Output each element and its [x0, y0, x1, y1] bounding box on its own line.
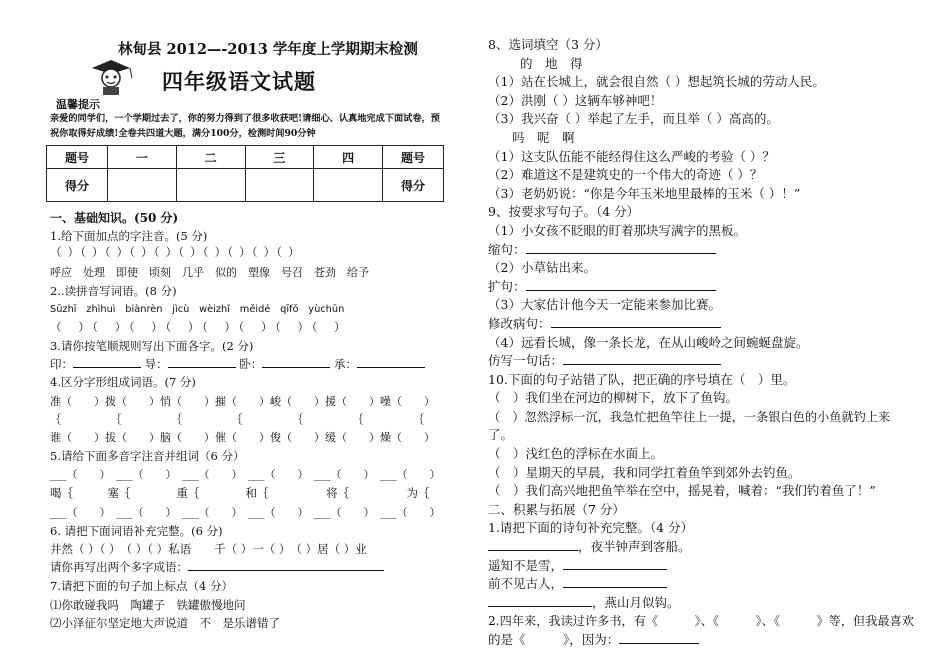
poem-text-1: ，夜半钟声到客船。: [578, 539, 691, 555]
score-cell[interactable]: [245, 169, 314, 202]
question-1: 1.给下面加点的字注音。(5 分): [50, 229, 208, 243]
q8-word-choices-1: 的 地 得: [520, 55, 583, 71]
q9-sentence-2: （2）小草钻出来。: [488, 260, 596, 276]
q9-blank-4[interactable]: [563, 364, 721, 365]
q3-char-4: 承：: [333, 357, 357, 371]
q8-sentence-2[interactable]: （2）洪刚（ ）这辆车够神吧！: [488, 92, 663, 108]
q10-item-3[interactable]: （ ）浅红色的浮标在水面上。: [488, 446, 664, 462]
q6-idioms[interactable]: 井然（ ）（ ） （ ）（ ）私语 千（ ）一（ ） （ ）居（ ）业: [50, 542, 367, 556]
q7-sentence-1: ⑴你敢碰我吗 陶罐子 铁罐傲慢地问: [50, 598, 246, 612]
q9-label-2: 扩句：: [488, 278, 526, 294]
q9-sentence-1: （1）小女孩不眨眼的盯着那块写满字的黑板。: [488, 222, 746, 238]
poem-blank-4[interactable]: [488, 606, 592, 607]
score-cell[interactable]: [108, 169, 177, 202]
q8-word-choices-2: 吗 呢 啊: [512, 129, 575, 145]
q3-char-2: 导：: [144, 357, 168, 371]
section-basic-knowledge: 一、基础知识。(50 分): [50, 211, 179, 225]
poem-line-2: [488, 557, 928, 576]
score-table-row-header: [47, 146, 444, 169]
books-question-line-2: [488, 631, 928, 650]
score-cell[interactable]: [176, 169, 245, 202]
q10-item-5[interactable]: （ ）我们高兴地把鱼竿举在空中，摇晃着，喊着：“我们钓着鱼了！”: [488, 483, 876, 499]
q6-write-blank[interactable]: [188, 570, 384, 571]
poem-line-1: [488, 538, 928, 557]
q1-words: 呼应 处理 即使 顷刻 几乎 似的 塑像 号召 苍劲 给予: [50, 266, 369, 279]
q3-blank-2[interactable]: [168, 367, 236, 368]
q5-row-2[interactable]: ___（ ） ___（ ） ___（ ） ___（ ） ___（ ） ___（ ）: [50, 506, 441, 519]
q9-answer-3: [488, 315, 928, 334]
q3-blank-1[interactable]: [73, 367, 141, 368]
score-cell: 题号: [383, 146, 444, 169]
q9-label-3: 修改病句：: [488, 315, 551, 331]
q2-answer-brackets[interactable]: （ ）（ ）（ ）（ ）（ ）（ ）（ ）（ ）: [50, 320, 349, 334]
q9-label-1: 缩句：: [488, 241, 526, 257]
score-cell: 得分: [383, 169, 444, 202]
q8-sentence-1[interactable]: （1）站在长城上，就会很自然（ ）想起筑长城的劳动人民。: [488, 74, 825, 90]
poem-text-2: 遥知不是雪，: [488, 557, 564, 573]
q8-sentence-4[interactable]: （1）这支队伍能不能经得住这么严峻的考验（ ）？: [488, 148, 775, 164]
question-10: 10.下面的句子站错了队，把正确的序号填在（ ）里。: [488, 371, 796, 387]
score-cell: 二: [176, 146, 245, 169]
q10-item-1[interactable]: （ ）我们坐在河边的柳树下，放下了鱼钩。: [488, 390, 739, 406]
q7-sentence-2: ⑵小泽征尔坚定地大声说道 不 是乐谱错了: [50, 616, 280, 630]
score-cell: 得分: [47, 169, 108, 202]
tip-label: 温馨提示: [56, 98, 100, 111]
q6-write-label: 请你再写出两个多字成语：: [50, 560, 188, 574]
score-table: [46, 145, 444, 202]
q3-char-3: 卧：: [239, 357, 263, 371]
q9-sentence-3: （3）大家估计他今天一定能来参加比赛。: [488, 297, 721, 313]
score-cell: 一: [108, 146, 177, 169]
poem-line-4: [488, 594, 928, 613]
poem-line-3: [488, 575, 928, 594]
question-9: 9、按要求写句子。（4 分）: [488, 204, 640, 220]
q9-sentence-4: （4）远看长城，像一条长龙，在从山峻岭之间蜿蜒盘旋。: [488, 334, 809, 350]
q3-chars: [50, 356, 425, 372]
q4-row-1[interactable]: 准（ ）拨（ ）悄（ ）摧（ ）峻（ ）援（ ）噪（ ）: [50, 395, 435, 408]
question-2: 2..读拼音写词语。(8 分): [50, 284, 177, 298]
q10-item-2-cont: 了。: [488, 427, 514, 443]
poem-question: 1.请把下面的诗句补充完整。（4 分）: [488, 520, 694, 536]
q1-answer-brackets[interactable]: （ ）（ ）（ ）（ ）（ ）（ ）（ ）（ ）（ ）（ ）: [50, 245, 301, 259]
exam-header-title: 林甸县 2012—-2013 学年度上学期期末检测: [118, 41, 418, 58]
q10-item-4[interactable]: （ ）星期天的早晨，我和同学扛着鱼竿到郊外去钓鱼。: [488, 464, 801, 480]
score-cell: 四: [314, 146, 383, 169]
q9-blank-1[interactable]: [526, 253, 716, 254]
q5-row-chars: 喝｛ 塞｛ 重｛ 和｛ 将｛ 为｛: [50, 486, 430, 500]
exam-subject-title: 四年级语文试题: [162, 69, 316, 94]
poem-blank-3[interactable]: [563, 587, 667, 588]
score-cell: 三: [245, 146, 314, 169]
question-5: 5.请给下面多音字注音并组词（6 分）: [50, 449, 245, 463]
q10-item-2[interactable]: （ ）忽然浮标一沉，我急忙把鱼竿往上一提，一条银白色的小鱼就钓上来: [488, 409, 891, 424]
score-cell[interactable]: [314, 169, 383, 202]
score-cell: 题号: [47, 146, 108, 169]
q9-label-4: 仿写一句话：: [488, 353, 564, 369]
graduate-mascot-icon: [86, 56, 136, 96]
q4-row-2[interactable]: 谁（ ）拔（ ）脑（ ）催（ ）俊（ ）缓（ ）燥（ ）: [50, 431, 435, 444]
poem-text-3: 前不见古人，: [488, 576, 564, 592]
q9-answer-2: [488, 278, 928, 297]
right-column: [488, 36, 928, 650]
section-accumulation: 二、积累与拓展（7 分）: [488, 501, 625, 517]
question-7: 7.请把下面的句子加上标点（4 分）: [50, 579, 233, 593]
q5-row-1[interactable]: ___（ ） ___（ ） ___（ ） ___（ ） ___（ ） ___（ ）: [50, 468, 441, 481]
q3-blank-4[interactable]: [357, 367, 425, 368]
score-table-row-score: [47, 169, 444, 202]
q6-write-more: [50, 559, 384, 575]
books-question-text: 的是《 》，因为：: [488, 632, 620, 647]
books-question-line-1[interactable]: 2.四年来，我读过许多书，有《 》、《 》、《 》等，但我最喜欢: [488, 614, 914, 629]
question-8: 8、选词填空（3 分）: [488, 37, 608, 52]
poem-blank-1[interactable]: [488, 550, 578, 551]
poem-text-4: ，燕山月似钩。: [592, 594, 680, 610]
q9-answer-1: [488, 241, 928, 260]
q3-blank-3[interactable]: [262, 367, 330, 368]
q9-blank-3[interactable]: [551, 327, 721, 328]
q8-sentence-6[interactable]: （3）老奶奶说：“你是今年玉米地里最棒的玉米（ ）！”: [488, 185, 801, 201]
q9-blank-2[interactable]: [526, 290, 716, 291]
q3-char-1: 印：: [50, 357, 73, 371]
question-3: 3.请你按笔顺规则写出下面各字。(2 分): [50, 339, 254, 353]
q8-sentence-5[interactable]: （2）难道这不是建筑史的一个伟大的奇迹（ ）？: [488, 167, 763, 183]
tip-text: 亲爱的同学们，一个学期过去了，你的努力得到了很多收获吧!请细心、认真地完成下面试卷，预祝你取得好成绩!全卷共四道大题，满分100分，检测时间90分钟: [50, 113, 440, 139]
question-4: 4.区分字形组成词语。(7 分): [50, 375, 196, 389]
q4-row-braces: ｛ ｛ ｛ ｛ ｛ ｛ ｛: [50, 413, 424, 426]
q2-pinyin: Sūzhī zhìhuì biànrèn jìcù wèizhǐ měidé qīfǒ yùchūn: [50, 304, 345, 315]
books-reason-blank[interactable]: [619, 643, 699, 644]
q9-answer-4: [488, 352, 928, 371]
question-6: 6. 请把下面词语补充完整。(6 分): [50, 524, 223, 538]
poem-blank-2[interactable]: [563, 569, 667, 570]
q8-sentence-3[interactable]: （3）我兴奋（ ）举起了左手，而且举（ ）高高的。: [488, 111, 779, 127]
